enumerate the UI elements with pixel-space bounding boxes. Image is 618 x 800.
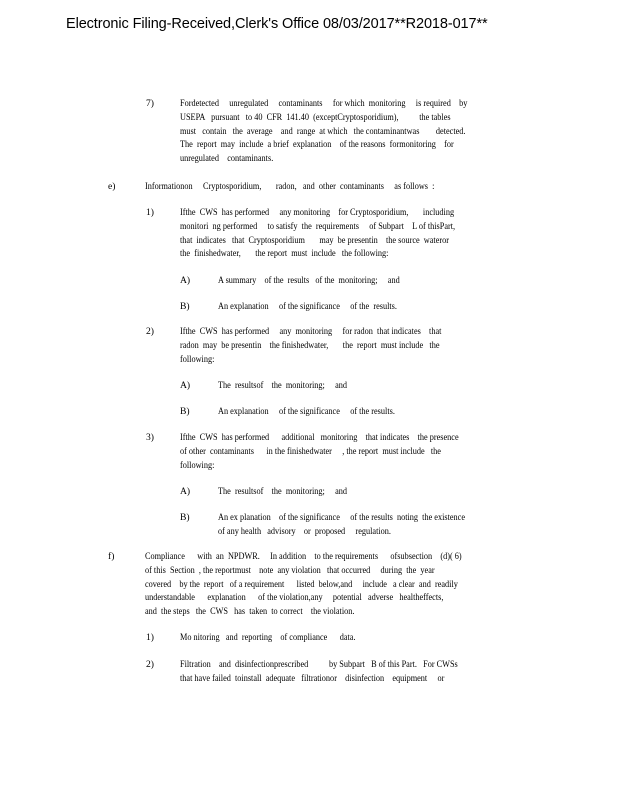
text-line: that have failed toinstall adequate filtrationor disinfection equipment or — [180, 672, 445, 684]
item-label: 3) — [146, 432, 154, 443]
text-line: the finishedwater, the report must include the following: — [180, 248, 389, 260]
text-line: monitori ng performed to satisfy the requirements of Subpart L of thisPart, — [180, 220, 456, 232]
text-line: of any health advisory or proposed regulation. — [218, 525, 391, 537]
item-label: 1) — [146, 632, 154, 643]
text-line: Informationon Cryptosporidium, radon, and other contaminants as follows : — [145, 181, 435, 192]
text-line: A summary of the results of the monitoring; and — [218, 275, 400, 286]
item-label: 1) — [146, 207, 154, 218]
text-line: radon may be presentin the finishedwater, the report must include the — [180, 339, 440, 351]
text-line: understandable explanation of the violation,any potential adverse healtheffects, — [145, 592, 444, 604]
text-line: An explanation of the significance of the results. — [218, 406, 395, 417]
item-label: f) — [108, 551, 115, 562]
text-line: covered by the report of a requirement listed below,and include a clear and readily — [145, 578, 458, 590]
item-label: 2) — [146, 659, 154, 670]
text-line: must contain the average and range at which the contaminantwas detected. — [180, 125, 466, 137]
text-line: An explanation of the significance of the results. — [218, 301, 397, 312]
text-line: that indicates that Cryptosporidium may be presentin the source wateror — [180, 234, 450, 246]
text-line: following: — [180, 353, 215, 365]
text-line: Ifthe CWS has performed any monitoring for Cryptosporidium, including — [180, 207, 455, 218]
text-line: Mo nitoring and reporting of compliance data. — [180, 632, 356, 643]
text-line: An ex planation of the significance of the results noting the existence — [218, 512, 465, 523]
text-line: Ifthe CWS has performed additional monitoring that indicates the presence — [180, 432, 459, 443]
text-line: Ifthe CWS has performed any monitoring for radon that indicates that — [180, 326, 442, 337]
text-line: unregulated contaminants. — [180, 153, 274, 165]
text-line: USEPA pursuant to 40 CFR 141.40 (exceptCryptosporidium), the tables — [180, 111, 451, 123]
text-line: Fordetected unregulated contaminants for which monitoring is required by — [180, 98, 468, 109]
filing-header: Electronic Filing-Received,Clerk's Office 08/03/2017**R2018-017** — [66, 16, 488, 32]
item-label: A) — [180, 486, 191, 497]
item-label: B) — [180, 301, 190, 312]
text-line: The resultsof the monitoring; and — [218, 380, 348, 391]
item-label: B) — [180, 512, 190, 523]
text-line: Compliance with an NPDWR. In addition to the requirements ofsubsection (d)( 6) — [145, 551, 462, 562]
item-label: A) — [180, 275, 191, 286]
item-label: e) — [108, 181, 116, 192]
text-line: following: — [180, 459, 215, 471]
item-label: B) — [180, 406, 190, 417]
text-line: of this Section , the reportmust note any violation that occurred during the year — [145, 564, 435, 576]
item-label: 2) — [146, 326, 154, 337]
text-line: The resultsof the monitoring; and — [218, 486, 348, 497]
item-label: A) — [180, 380, 191, 391]
text-line: Filtration and disinfectionprescribed by Subpart B of this Part. For CWSs — [180, 659, 458, 670]
text-line: and the steps the CWS has taken to correct the violation. — [145, 606, 355, 618]
text-line: The report may include a brief explanation of the reasons formonitoring for — [180, 139, 454, 151]
item-label: 7) — [146, 98, 154, 109]
text-line: of other contaminants in the finishedwater , the report must include the — [180, 445, 441, 457]
